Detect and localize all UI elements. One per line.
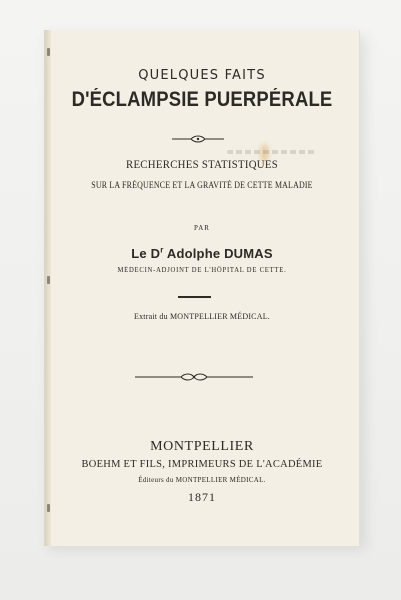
stitch-mark-bottom <box>47 504 50 512</box>
stitch-mark-top <box>47 48 50 56</box>
subtitle-line-2: SUR LA FRÉQUENCE ET LA GRAVITÉ DE CETTE MALADIE <box>91 180 313 190</box>
ornament-divider-icon <box>133 372 255 382</box>
author-superscript: r <box>160 245 164 255</box>
publisher-note: Éditeurs du MONTPELLIER MÉDICAL. <box>138 476 266 484</box>
stitch-mark-middle <box>47 276 50 284</box>
title-line-1: QUELQUES FAITS <box>138 68 266 83</box>
subtitle-line-1: RECHERCHES STATISTIQUES <box>125 157 279 171</box>
faded-text-mark <box>227 150 317 154</box>
document-page <box>44 30 360 546</box>
title-line-2: D'ÉCLAMPSIE PUERPÉRALE <box>71 88 333 111</box>
section-divider <box>178 296 211 298</box>
page-spine <box>45 30 51 546</box>
author-main-name: Adolphe DUMAS <box>163 246 273 261</box>
author-title: MÉDECIN-ADJOINT DE L'HÔPITAL DE CETTE. <box>117 266 287 274</box>
ornament-divider-icon <box>171 134 225 144</box>
author-prefix: Le D <box>131 246 161 261</box>
publication-year: 1871 <box>188 490 216 504</box>
author-by: PAR <box>194 224 210 232</box>
publication-city: MONTPELLIER <box>150 439 254 454</box>
author-name <box>45 246 359 261</box>
publisher-line: BOEHM ET FILS, IMPRIMEURS DE L'ACADÉMIE <box>81 458 323 470</box>
extract-note: Extrait du MONTPELLIER MÉDICAL. <box>134 312 270 321</box>
